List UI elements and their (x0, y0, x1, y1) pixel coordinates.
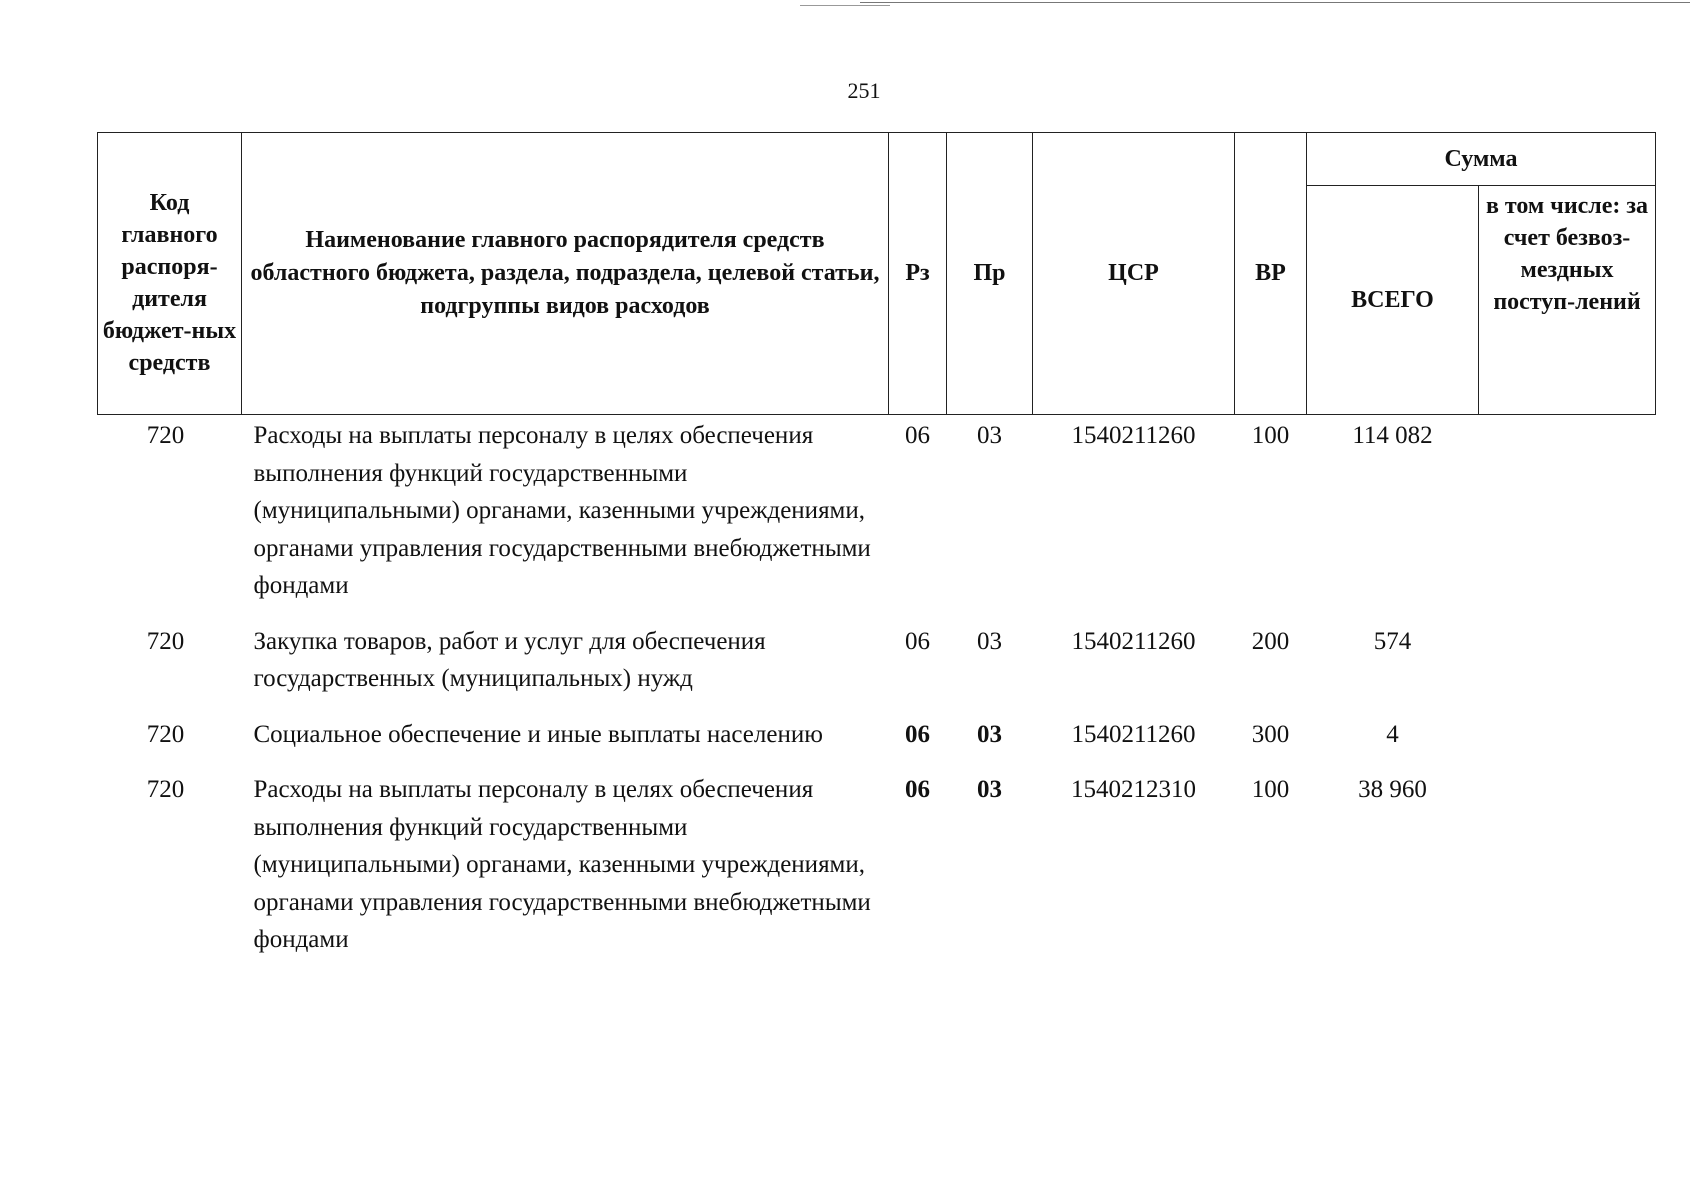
cell-grant (1479, 716, 1656, 772)
cell-csr: 1540211260 (1071, 720, 1196, 748)
cell-vr: 100 (1251, 422, 1290, 449)
cell-grant (1479, 623, 1656, 716)
table-row (98, 415, 1656, 623)
cell-csr: 1540211260 (1071, 422, 1196, 449)
cell-grant (1479, 771, 1656, 977)
cell-grant (1479, 415, 1656, 623)
cell-total: 4 (1386, 720, 1399, 748)
header-row-top (98, 133, 1656, 186)
cell-total: 574 (1373, 627, 1412, 655)
header-code: Код главного распоря-дителя бюджет-ных средств (98, 133, 242, 415)
cell-code: 720 (146, 627, 185, 655)
cell-pr: 03 (977, 776, 1002, 803)
header-sum: Сумма (1307, 133, 1656, 186)
scan-edge-mark (800, 5, 890, 6)
cell-vr: 200 (1251, 627, 1290, 655)
cell-vr: 100 (1251, 776, 1290, 803)
cell-name: Расходы на выплаты персоналу в целях обеспечения выполнения функций государственными (муниципальными) органами, казенными учреждениями, органами управления государственными внебюджетными фондами (253, 422, 871, 599)
cell-csr: 1540212310 (1071, 776, 1196, 803)
cell-rz: 06 (905, 720, 930, 748)
table-row (98, 716, 1656, 772)
cell-pr: 03 (977, 720, 1002, 748)
budget-table (97, 132, 1656, 977)
header-pr: Пр (947, 133, 1033, 415)
cell-total: 114 082 (1352, 422, 1433, 449)
cell-code: 720 (146, 422, 185, 449)
cell-name: Социальное обеспечение и иные выплаты населению (253, 720, 823, 748)
cell-vr: 300 (1251, 720, 1290, 748)
cell-pr: 03 (977, 422, 1002, 449)
cell-rz: 06 (905, 776, 930, 803)
cell-code: 720 (146, 776, 185, 803)
cell-name: Расходы на выплаты персоналу в целях обеспечения выполнения функций государственными (муниципальными) органами, казенными учреждениями, органами управления государственными внебюджетными фондами (253, 776, 871, 953)
table-row (98, 771, 1656, 977)
cell-pr: 03 (977, 627, 1002, 655)
cell-rz: 06 (905, 422, 930, 449)
cell-rz: 06 (905, 627, 930, 655)
table-row (98, 623, 1656, 716)
header-name: Наименование главного распорядителя средств областного бюджета, раздела, подраздела, целевой статьи, подгруппы видов расходов (242, 133, 889, 415)
cell-name: Закупка товаров, работ и услуг для обеспечения государственных (муниципальных) нужд (253, 627, 766, 692)
page-number: 251 (847, 78, 881, 103)
header-total: ВСЕГО (1307, 186, 1479, 415)
cell-csr: 1540211260 (1071, 627, 1196, 655)
scan-edge-line (860, 2, 1690, 3)
cell-code: 720 (146, 720, 185, 748)
header-rz: Рз (889, 133, 947, 415)
cell-total: 38 960 (1358, 776, 1427, 803)
header-grant: в том числе: за счет безвоз-мездных поступ-лений (1479, 186, 1656, 415)
header-csr: ЦСР (1033, 133, 1235, 415)
header-vr: ВР (1235, 133, 1307, 415)
